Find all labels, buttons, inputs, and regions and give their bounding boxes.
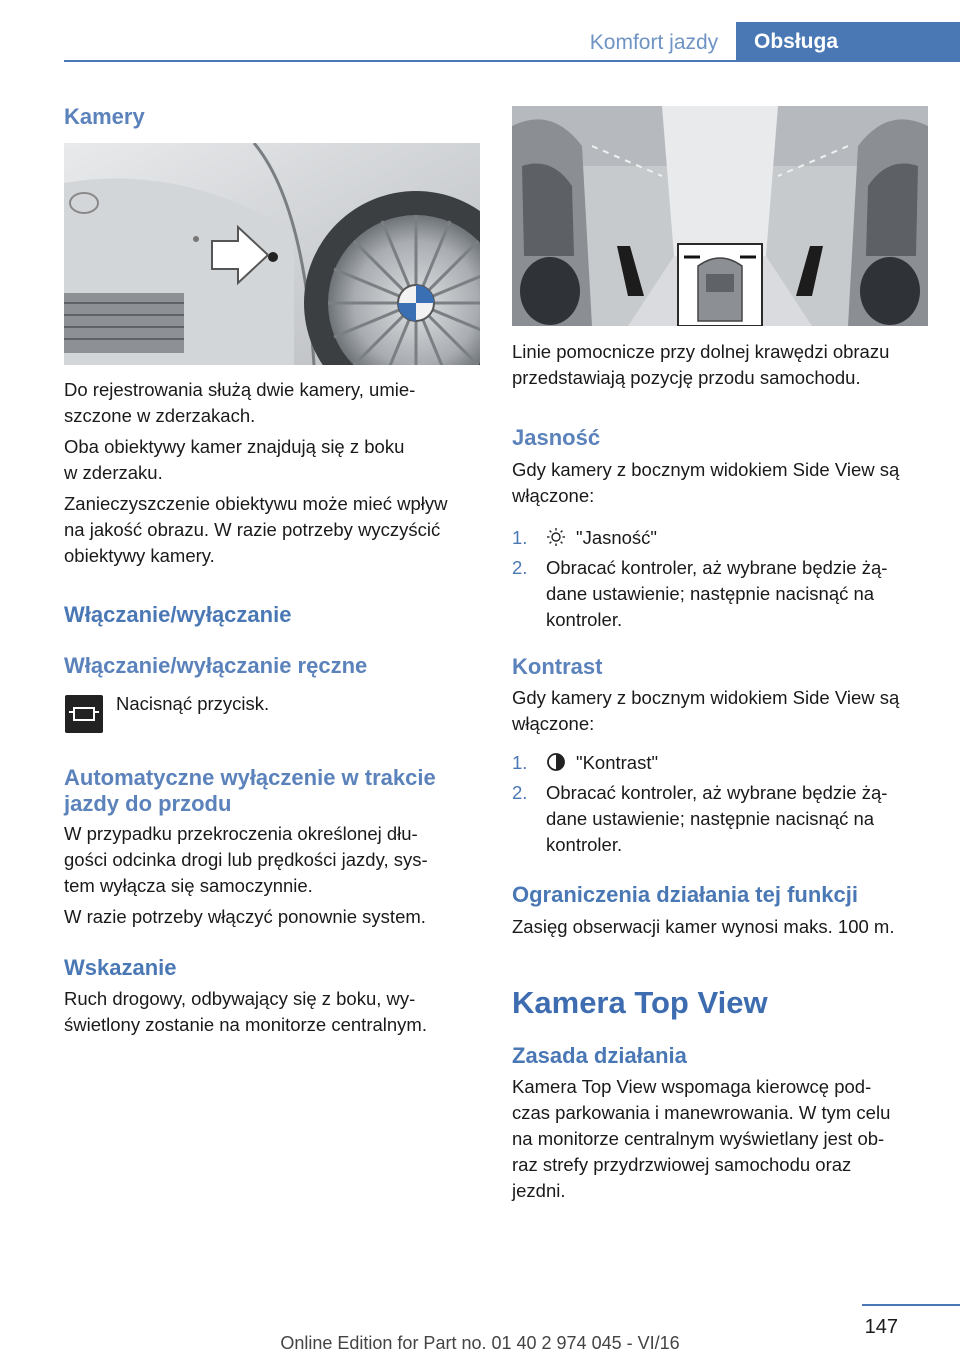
section-tab: Komfort jazdy [589, 31, 719, 54]
contrast-step-1-text: "Kontrast" [576, 752, 659, 773]
brightness-step-2-text: Obracać kontroler, aż wybrane będzie żą- dane ustawienie; następnie nacisnąć na kontroler. [546, 557, 888, 630]
principle-heading: Zasada działania [512, 1043, 687, 1068]
brightness-intro: Gdy kamery z bocznym widokiem Side View są włączone: [512, 459, 900, 506]
side-view-screen-photo [512, 106, 928, 326]
edition-footer: Online Edition for Part no. 01 40 2 974 045 - VI/16 [280, 1333, 680, 1353]
camera-button-icon [65, 695, 103, 733]
limitations-heading: Ograniczenia działania tej funkcji [512, 882, 858, 907]
contrast-step-1-number: 1. [512, 752, 528, 773]
contrast-step-2-text: Obracać kontroler, aż wybrane będzie żą- dane ustawienie; następnie nacisnąć na kontroler. [546, 782, 888, 855]
brightness-step-2-number: 2. [512, 557, 528, 578]
bumper-camera-photo [64, 143, 480, 365]
sun-icon [546, 527, 566, 552]
brightness-step-1-number: 1. [512, 527, 528, 548]
contrast-step-2-number: 2. [512, 782, 528, 803]
active-section-tab: Obsługa [736, 22, 960, 62]
top-view-heading: Kamera Top View [512, 985, 768, 1020]
limitations-text: Zasięg obserwacji kamer wynosi maks. 100 m. [512, 916, 895, 937]
guide-lines-caption: Linie pomocnicze przy dolnej krawędzi obrazu przedstawiają pozycję przodu samochodu. [512, 341, 890, 388]
page-number: 147 [864, 1316, 898, 1338]
brightness-step-1-text: "Jasność" [576, 527, 658, 548]
reactivate-text: W razie potrzeby włączyć ponownie system. [64, 906, 426, 927]
kamery-heading: Kamery [64, 104, 145, 129]
contrast-intro: Gdy kamery z bocznym widokiem Side View są włączone: [512, 687, 900, 734]
lens-position-text: Oba obiektywy kamer znajdują się z boku w zderzaku. [64, 436, 405, 483]
auto-off-heading: Automatyczne wyłączenie w trakcie jazdy do przodu [64, 765, 436, 816]
principle-text: Kamera Top View wspomaga kierowcę pod- czas parkowania i manewrowania. W tym celu na monitorze centralnym wyświetlany jest ob- raz strefy przydrzwiowej samochodu oraz jezdni. [512, 1076, 891, 1201]
lens-cleaning-text: Zanieczyszczenie obiektywu może mieć wpływ na jakość obrazu. W razie potrzeby wyczyścić obiektywy kamery. [64, 493, 448, 566]
bumper-camera-illustration [64, 143, 480, 365]
manual-switching-heading: Włączanie/wyłączanie ręczne [64, 653, 368, 678]
display-heading: Wskazanie [64, 955, 177, 980]
contrast-heading: Kontrast [512, 654, 603, 679]
auto-off-text: W przypadku przekroczenia określonej dłu- gości odcinka drogi lub prędkości jazdy, sys- tem wyłącza się samoczynnie. [64, 823, 428, 896]
display-text: Ruch drogowy, odbywający się z boku, wy- świetlony zostanie na monitorze centralnym. [64, 988, 427, 1035]
press-button-text: Nacisnąć przycisk. [116, 693, 270, 714]
cameras-description: Do rejestrowania służą dwie kamery, umie- szczone w zderzakach. [64, 379, 416, 426]
footer-rule [862, 1304, 960, 1306]
side-view-illustration [512, 106, 928, 326]
brightness-heading: Jasność [512, 425, 601, 450]
switching-heading: Włączanie/wyłączanie [64, 602, 292, 627]
contrast-icon [546, 752, 566, 777]
